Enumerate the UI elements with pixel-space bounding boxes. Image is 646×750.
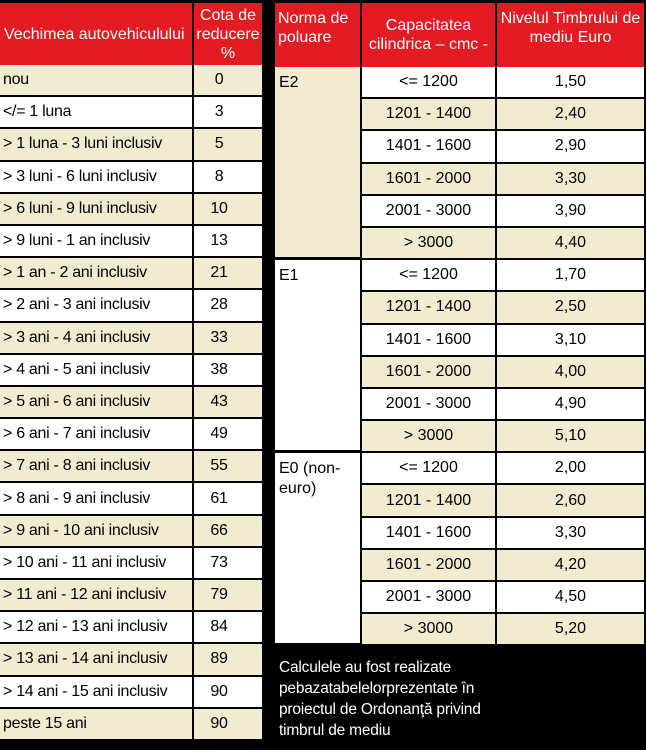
vehicle-age-cell: > 2 ani - 3 ani inclusiv [0,290,194,322]
reduction-quota-cell: 28 [194,290,262,322]
vehicle-age-cell: > 13 ani - 14 ani inclusiv [0,644,194,676]
cylinder-capacity-cell: 2001 - 3000 [362,389,497,421]
header-pollution-norm: Norma de poluare [275,3,362,67]
reduction-quota-cell: 21 [194,258,262,290]
footnote: Calculele au fost realizate pebazatabelelorprezentate în proiectul de Ordonanţă privind timbrul de mediu [279,659,481,739]
stamp-level-cell: 2,90 [497,131,644,163]
vehicle-age-cell: </= 1 luna [0,97,194,129]
vehicle-age-cell: > 3 ani - 4 ani inclusiv [0,323,194,355]
table-row [0,129,262,161]
vehicle-age-cell: > 11 ani - 12 ani inclusiv [0,580,194,612]
reduction-quota-cell: 33 [194,323,262,355]
stamp-level-cell: 2,00 [497,453,644,485]
vehicle-age-cell: > 14 ani - 15 ani inclusiv [0,677,194,709]
cylinder-capacity-cell: 1601 - 2000 [362,357,497,389]
table-row [275,67,644,99]
stamp-level-cell: 4,40 [497,228,644,260]
reduction-quota-cell: 89 [194,644,262,676]
stamp-level-cell: 5,10 [497,421,644,453]
table-row [0,644,262,676]
stamp-level-cell: 2,60 [497,485,644,517]
vehicle-age-cell: > 10 ani - 11 ani inclusiv [0,548,194,580]
stamp-level-cell: 2,40 [497,99,644,131]
header-stamp-level: Nivelul Timbrului de mediu Euro [497,3,644,67]
vehicle-age-cell: > 12 ani - 13 ani inclusiv [0,612,194,644]
reduction-quota-cell: 3 [194,97,262,129]
vehicle-age-cell: > 9 ani - 10 ani inclusiv [0,516,194,548]
table-row [0,451,262,483]
table-row [0,709,262,741]
pollution-norm-cell: E2 [275,67,362,260]
reduction-quota-cell: 49 [194,419,262,451]
table-row [0,162,262,194]
reduction-quota-cell: 90 [194,677,262,709]
table-row [275,260,644,292]
stamp-level-cell: 5,20 [497,614,644,646]
vehicle-age-cell: > 8 ani - 9 ani inclusiv [0,483,194,515]
reduction-quota-cell: 38 [194,355,262,387]
reduction-quota-cell: 55 [194,451,262,483]
stamp-level-cell: 4,50 [497,582,644,614]
header-reduction-quota: Cota de reducere % [194,3,262,65]
vehicle-age-cell: nou [0,65,194,97]
vehicle-age-cell: > 4 ani - 5 ani inclusiv [0,355,194,387]
vehicle-age-cell: > 1 an - 2 ani inclusiv [0,258,194,290]
cylinder-capacity-cell: <= 1200 [362,453,497,485]
pollution-norm-cell: E0 (non-euro) [275,453,362,646]
vehicle-age-cell: > 5 ani - 6 ani inclusiv [0,387,194,419]
cylinder-capacity-cell: 1401 - 1600 [362,131,497,163]
table-row [0,677,262,709]
table-row [0,483,262,515]
reduction-quota-cell: 10 [194,194,262,226]
table-row [0,516,262,548]
table-row [0,226,262,258]
reduction-quota-cell: 79 [194,580,262,612]
stamp-level-cell: 4,20 [497,550,644,582]
stamp-level-cell: 3,30 [497,518,644,550]
table-row [0,355,262,387]
cylinder-capacity-cell: <= 1200 [362,260,497,292]
header-cylinder-capacity: Capacitatea cilindrica – cmc - [362,3,497,67]
vehicle-age-table [0,3,262,741]
stamp-level-cell: 3,10 [497,325,644,357]
stamp-level-cell: 4,00 [497,357,644,389]
reduction-quota-cell: 61 [194,483,262,515]
stamp-level-cell: 2,50 [497,292,644,324]
cylinder-capacity-cell: > 3000 [362,228,497,260]
stamp-level-cell: 4,90 [497,389,644,421]
reduction-quota-cell: 8 [194,162,262,194]
reduction-quota-cell: 0 [194,65,262,97]
vehicle-age-cell: > 7 ani - 8 ani inclusiv [0,451,194,483]
reduction-quota-cell: 66 [194,516,262,548]
vehicle-age-cell: > 9 luni - 1 an inclusiv [0,226,194,258]
cylinder-capacity-cell: 1201 - 1400 [362,485,497,517]
reduction-quota-cell: 13 [194,226,262,258]
header-vehicle-age: Vechimea autovehiculului [0,3,194,65]
table-header-row [275,3,644,67]
table-row [0,323,262,355]
vehicle-age-cell: > 3 luni - 6 luni inclusiv [0,162,194,194]
cylinder-capacity-cell: <= 1200 [362,67,497,99]
reduction-quota-cell: 90 [194,709,262,741]
stamp-level-cell: 3,90 [497,196,644,228]
vehicle-age-cell: > 1 luna - 3 luni inclusiv [0,129,194,161]
table-row [0,97,262,129]
vehicle-age-cell: > 6 ani - 7 ani inclusiv [0,419,194,451]
cylinder-capacity-cell: 1401 - 1600 [362,325,497,357]
cylinder-capacity-cell: > 3000 [362,421,497,453]
cylinder-capacity-cell: 1601 - 2000 [362,164,497,196]
cylinder-capacity-cell: > 3000 [362,614,497,646]
table-row [0,258,262,290]
cylinder-capacity-cell: 2001 - 3000 [362,196,497,228]
stamp-level-cell: 1,70 [497,260,644,292]
stamp-level-cell: 1,50 [497,67,644,99]
cylinder-capacity-cell: 1201 - 1400 [362,99,497,131]
vehicle-age-cell: > 6 luni - 9 luni inclusiv [0,194,194,226]
table-row [0,580,262,612]
stamp-level-cell: 3,30 [497,164,644,196]
table-row [275,453,644,485]
environmental-stamp-table [275,3,644,646]
reduction-quota-cell: 5 [194,129,262,161]
table-row [0,387,262,419]
vehicle-age-cell: peste 15 ani [0,709,194,741]
table-row [0,419,262,451]
table-row [0,548,262,580]
table-header-row [0,3,262,65]
cylinder-capacity-cell: 1401 - 1600 [362,518,497,550]
table-row [0,290,262,322]
cylinder-capacity-cell: 1601 - 2000 [362,550,497,582]
table-row [0,65,262,97]
reduction-quota-cell: 43 [194,387,262,419]
cylinder-capacity-cell: 2001 - 3000 [362,582,497,614]
cylinder-capacity-cell: 1201 - 1400 [362,292,497,324]
table-row [0,194,262,226]
reduction-quota-cell: 84 [194,612,262,644]
reduction-quota-cell: 73 [194,548,262,580]
table-row [0,612,262,644]
pollution-norm-cell: E1 [275,260,362,453]
